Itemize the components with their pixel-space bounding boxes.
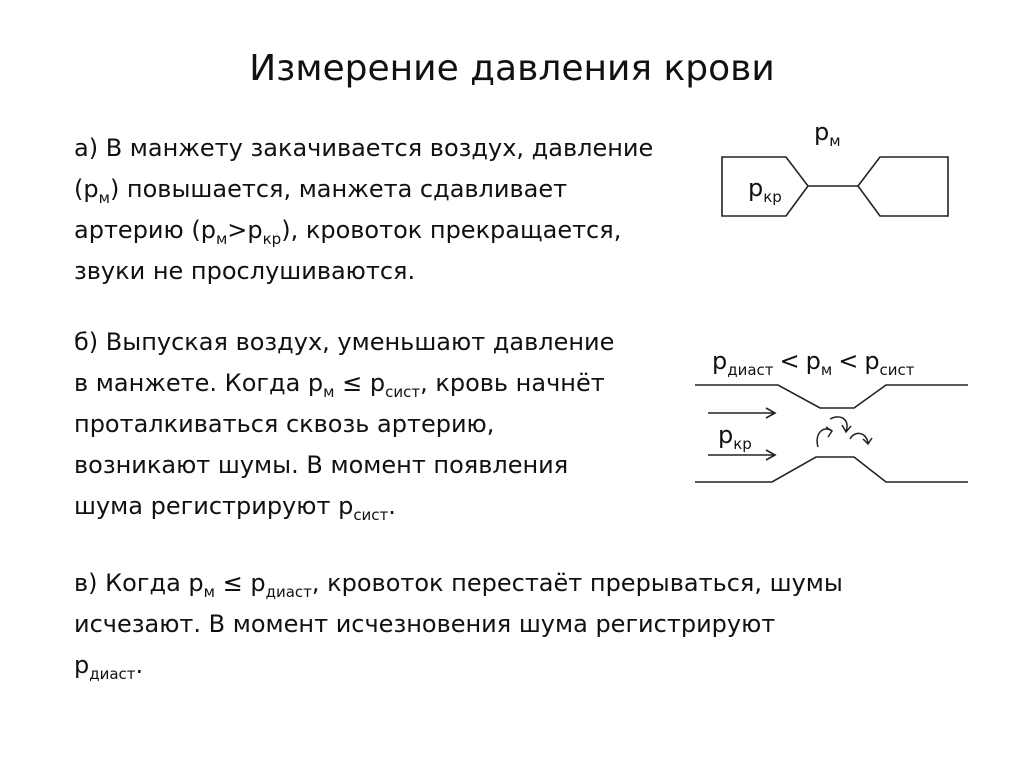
para-b-line-2: в манжете. Когда $p_м \le p_{сист}$, кровь начнёт [74,369,605,401]
para-c-line-3: $p_{диаст}$. [74,651,144,683]
para-b-line-3: проталкиваться сквозь артерию, [74,410,495,438]
artery-lower-wall [695,457,968,482]
para-a-line-4: звуки не прослушиваются. [74,257,416,285]
artery-left-segment [722,157,808,216]
para-b-line-5: шума регистрируют $p_{сист}$. [74,492,396,524]
para-a-line-1: а) В манжету закачивается воздух, давление [74,134,654,162]
para-a-line-2: $(p_м)$ повышается, манжета сдавливает [74,175,568,207]
cuff-pressure-label: $p_м$ [814,118,841,150]
para-c-line-1: в) Когда $p_м \le p_{диаст}$, кровоток перестаёт прерываться, шумы [74,569,843,601]
para-b-line-1: б) Выпуская воздух, уменьшают давление [74,328,615,356]
narrowed-artery-diagram [690,335,980,495]
pressure-range-label: $p_{диаст} < p_м < p_{сист}$ [712,347,915,379]
para-c-line-2: исчезают. В момент исчезновения шума регистрируют [74,610,776,638]
para-b-line-4: возникают шумы. В момент появления [74,451,569,479]
arrow-right-icon [708,408,775,418]
paragraph-c [74,563,843,686]
compressed-artery-diagram [710,110,970,230]
para-a-line-3: артерию $(p_м>p_{кр})$, кровоток прекращается, [74,216,622,248]
paragraph-b [74,322,614,527]
artery-right-segment [858,157,948,216]
critical-pressure-label: $p_{кр}$ [748,174,782,206]
curved-arrow-icon [817,417,872,447]
slide-title: Измерение давления крови [249,48,775,89]
artery-upper-wall [695,385,968,408]
paragraph-a [74,128,653,292]
critical-pressure-label: $p_{кр}$ [718,421,752,453]
